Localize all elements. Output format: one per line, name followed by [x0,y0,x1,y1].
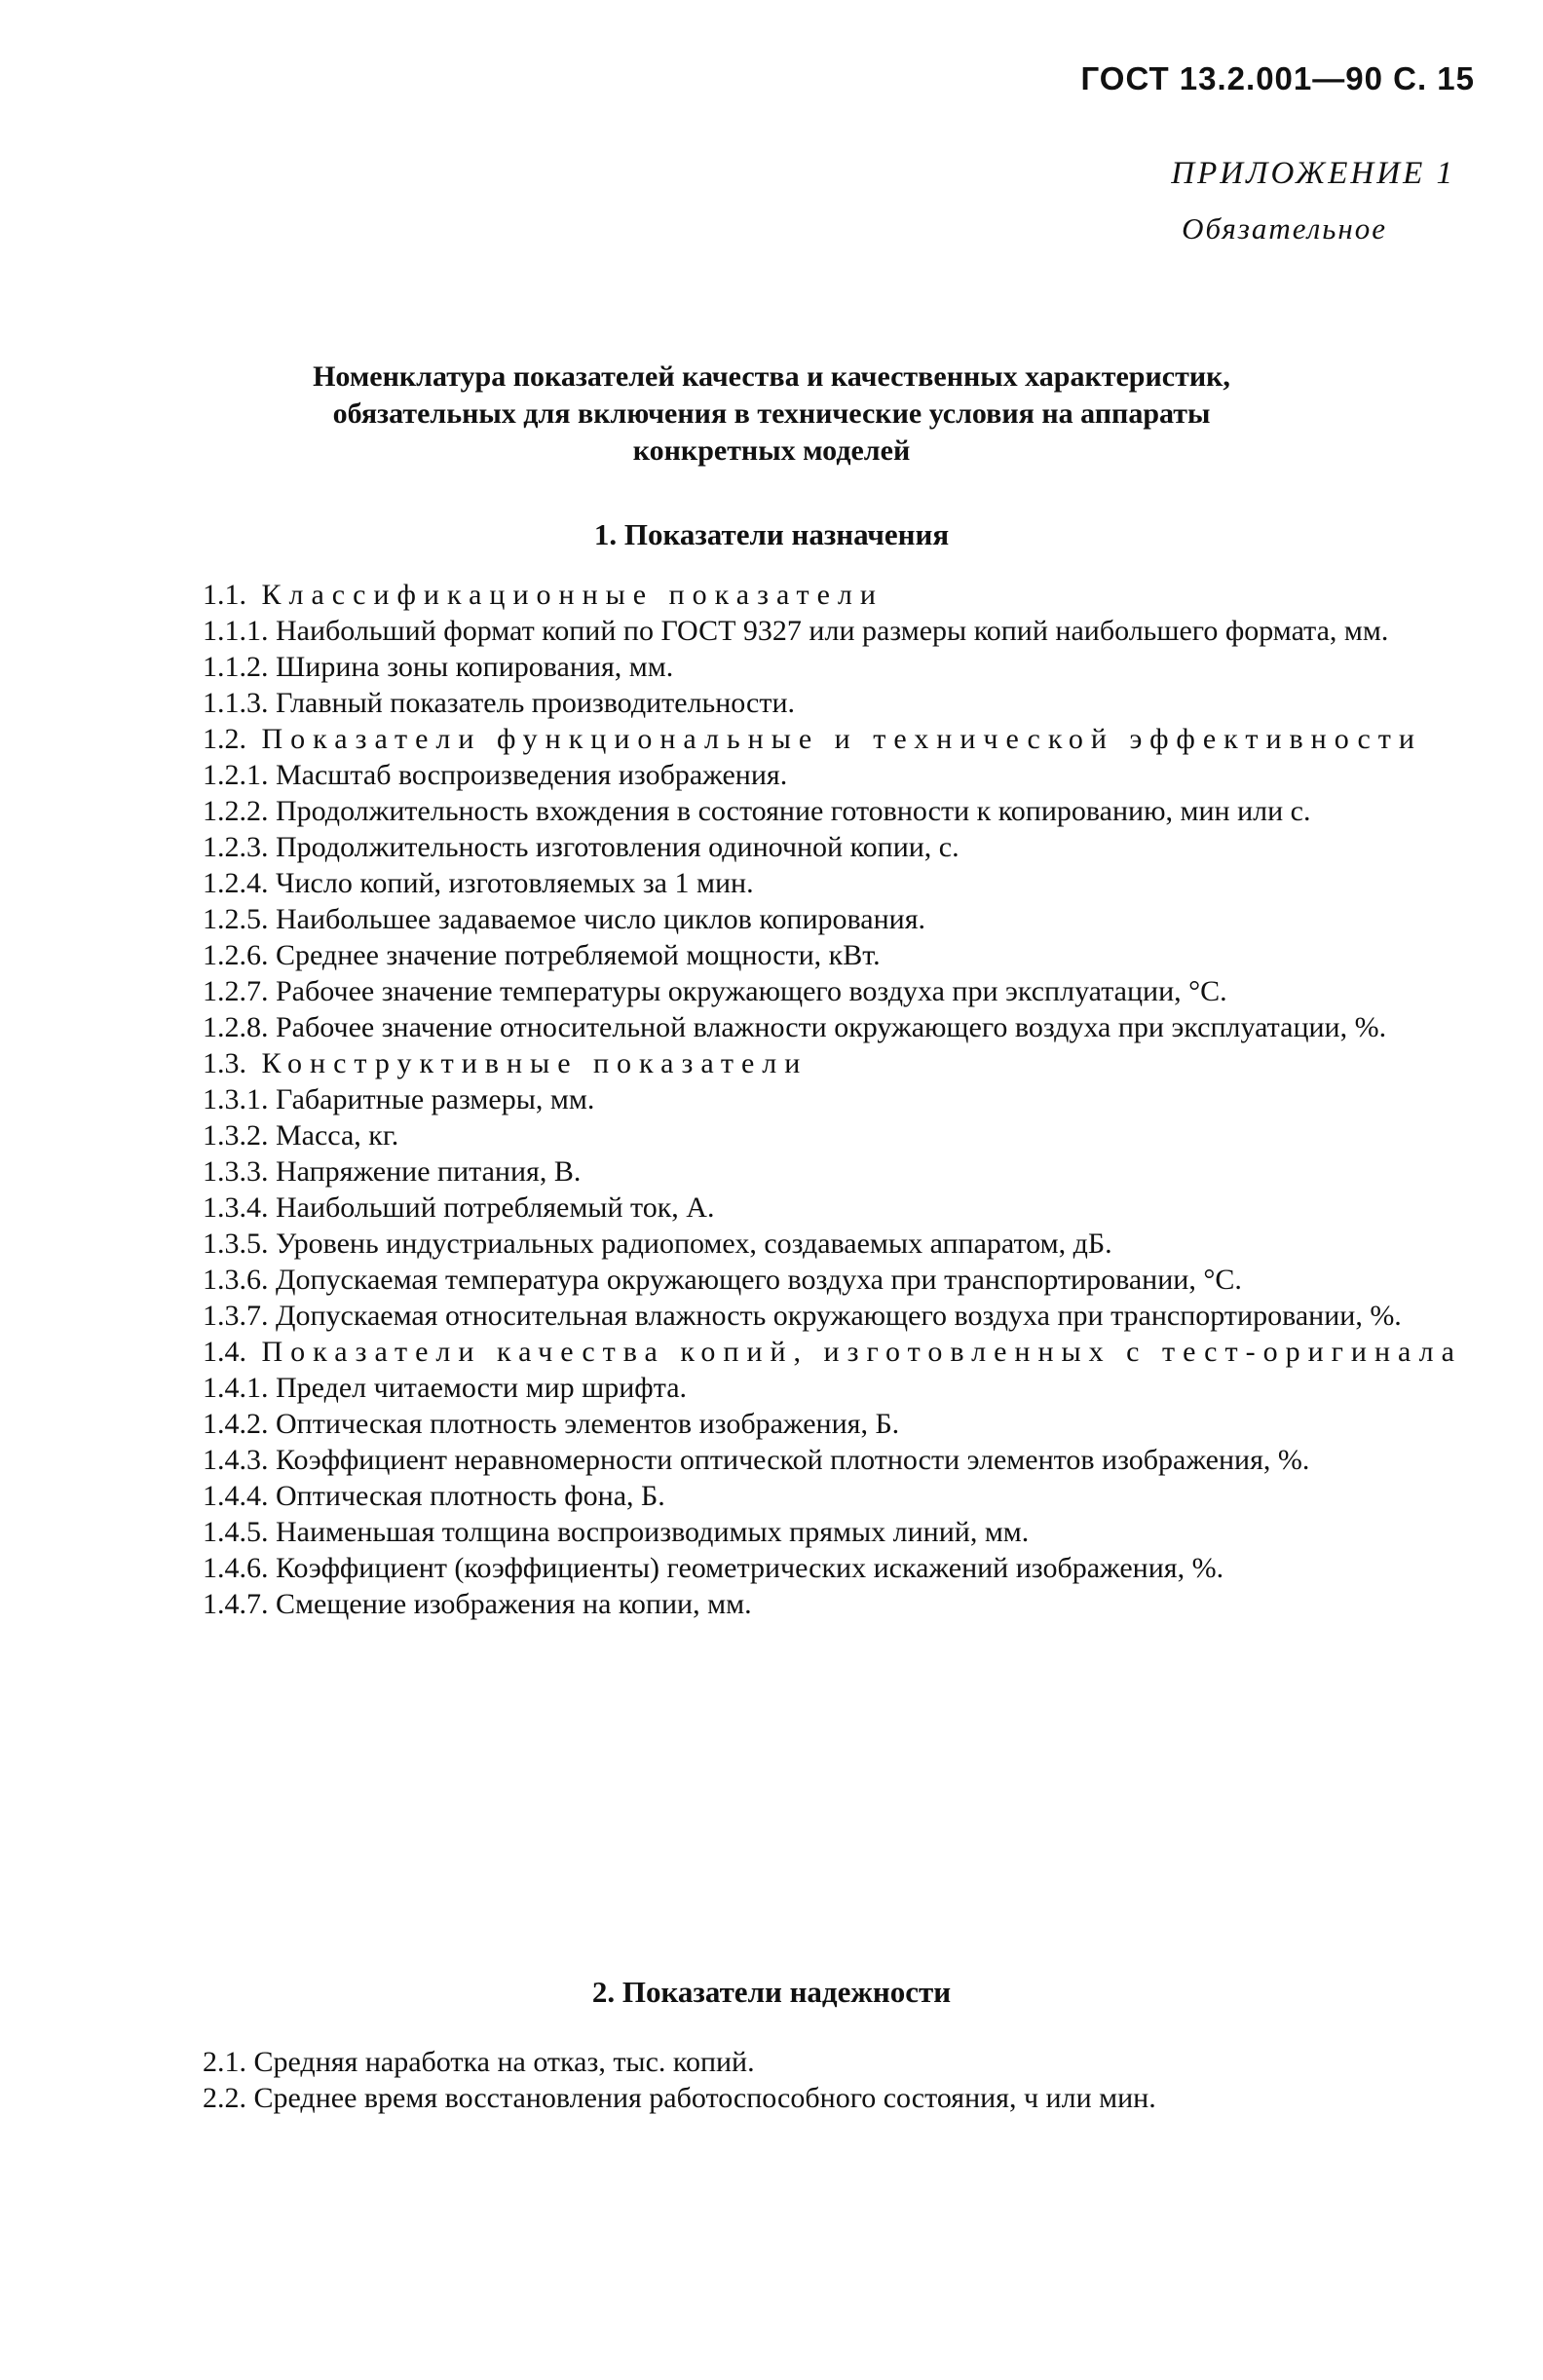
clause-item [127,1334,1469,1370]
clause-number: 1.2.3. [203,831,269,863]
clause-item [127,1262,1469,1298]
clause-item [127,577,1469,613]
clause-text: Масса, кг. [276,1119,399,1152]
clause-item [127,1586,1469,1622]
clause-text: Масштаб воспроизведения изображения. [276,759,788,791]
clause-item [127,793,1469,829]
clause-item [127,613,1469,649]
clause-text: Уровень индустриальных радиопомех, создаваемых аппаратом, дБ. [276,1228,1112,1260]
clause-item [127,1478,1469,1514]
clause-item [127,937,1469,973]
clause-text: Показатели качества копий, изготовленных с тест-оригинала [261,1336,1462,1368]
clause-item [127,685,1469,721]
clause-number: 1.1. [203,579,246,611]
clause-item [127,973,1469,1009]
clause-item [127,649,1469,685]
clause-text: Среднее значение потребляемой мощности, кВт. [276,939,881,971]
clause-text: Классификационные показатели [261,579,884,611]
clause-text: Показатели функциональные и технической эффективности [261,723,1422,755]
title-line: обязательных для включения в технические условия на аппараты [332,397,1211,430]
clause-text: Напряжение питания, В. [276,1155,582,1188]
clause-number: 1.2.5. [203,903,269,935]
clause-text: Допускаемая температура окружающего воздуха при транспортировании, °С. [276,1264,1242,1296]
clause-number: 1.3.2. [203,1119,269,1152]
clause-text: Наибольшее задаваемое число циклов копирования. [276,903,926,935]
clause-item [127,1045,1469,1081]
clause-item [127,721,1469,757]
clause-text: Рабочее значение относительной влажности окружающего воздуха при эксплуатации, %. [276,1011,1387,1043]
clause-text: Допускаемая относительная влажность окружающего воздуха при транспортировании, %. [276,1300,1402,1332]
clause-number: 1.3.7. [203,1300,269,1332]
clause-number: 1.4.6. [203,1552,269,1584]
clause-item [127,1117,1469,1153]
clause-item [127,2080,1469,2116]
clause-text: Габаритные размеры, мм. [276,1083,595,1115]
clause-number: 1.1.3. [203,687,269,719]
clause-number: 1.2. [203,723,246,755]
clause-number: 1.3.3. [203,1155,269,1188]
clause-number: 1.1.1. [203,615,269,647]
document-header: ГОСТ 13.2.001—90 С. 15 [1080,60,1475,96]
clause-text: Рабочее значение температуры окружающего воздуха при эксплуатации, °С. [276,975,1227,1007]
clause-item [127,1190,1469,1226]
clause-number: 1.2.2. [203,795,269,827]
clause-number: 2.2. [203,2082,246,2114]
clause-text: Оптическая плотность элементов изображения, Б. [276,1408,900,1440]
clause-item [127,1514,1469,1550]
clause-number: 1.4.5. [203,1516,269,1548]
appendix-status: Обязательное [1182,211,1387,246]
clause-text: Продолжительность вхождения в состояние готовности к копированию, мин или с. [276,795,1311,827]
clause-item [127,1370,1469,1406]
clause-number: 1.4.4. [203,1480,269,1512]
clause-number: 1.4.3. [203,1444,269,1476]
clause-number: 1.2.7. [203,975,269,1007]
clause-text: Среднее время восстановления работоспособного состояния, ч или мин. [253,2082,1156,2114]
clause-number: 1.3. [203,1047,246,1079]
clause-number: 1.2.1. [203,759,269,791]
clause-number: 1.3.4. [203,1191,269,1224]
clause-text: Коэффициент (коэффициенты) геометрических искажений изображения, %. [276,1552,1224,1584]
clause-item [127,901,1469,937]
document-title [195,359,1348,470]
clause-text: Предел читаемости мир шрифта. [276,1372,688,1404]
clause-number: 1.4. [203,1336,246,1368]
clause-text: Главный показатель производительности. [276,687,795,719]
clause-item [127,757,1469,793]
clause-item [127,1406,1469,1442]
clause-text: Ширина зоны копирования, мм. [276,651,674,683]
clause-item [127,1153,1469,1190]
clause-item [127,829,1469,865]
clause-text: Наибольший потребляемый ток, А. [276,1191,715,1224]
clause-number: 1.3.1. [203,1083,269,1115]
section-1-list [127,577,1469,1622]
clause-text: Продолжительность изготовления одиночной копии, с. [276,831,960,863]
section-heading: 1. Показатели назначения [593,517,950,551]
clause-number: 1.4.1. [203,1372,269,1404]
clause-text: Средняя наработка на отказ, тыс. копий. [253,2046,755,2078]
section-heading: 2. Показатели надежности [591,1975,952,2009]
clause-text: Коэффициент неравномерности оптической плотности элементов изображения, %. [276,1444,1310,1476]
clause-number: 1.1.2. [203,651,269,683]
clause-number: 2.1. [203,2046,246,2078]
clause-item [127,1226,1469,1262]
clause-number: 1.4.2. [203,1408,269,1440]
clause-item [127,1442,1469,1478]
clause-text: Смещение изображения на копии, мм. [276,1588,752,1620]
clause-item [127,1550,1469,1586]
clause-text: Наименьшая толщина воспроизводимых прямых линий, мм. [276,1516,1030,1548]
clause-number: 1.2.6. [203,939,269,971]
title-line: конкретных моделей [632,434,911,467]
clause-text: Конструктивные показатели [261,1047,809,1079]
appendix-label: ПРИЛОЖЕНИЕ 1 [1171,156,1455,191]
clause-number: 1.2.8. [203,1011,269,1043]
clause-item [127,865,1469,901]
clause-item [127,1298,1469,1334]
clause-item [127,1081,1469,1117]
clause-text: Оптическая плотность фона, Б. [276,1480,665,1512]
title-line: Номенклатура показателей качества и качественных характеристик, [313,360,1230,393]
clause-text: Наибольший формат копий по ГОСТ 9327 или размеры копий наибольшего формата, мм. [276,615,1389,647]
clause-number: 1.3.5. [203,1228,269,1260]
clause-number: 1.4.7. [203,1588,269,1620]
section-2-list [127,2044,1469,2116]
clause-number: 1.2.4. [203,867,269,899]
clause-item [127,2044,1469,2080]
clause-number: 1.3.6. [203,1264,269,1296]
clause-text: Число копий, изготовляемых за 1 мин. [276,867,754,899]
clause-item [127,1009,1469,1045]
